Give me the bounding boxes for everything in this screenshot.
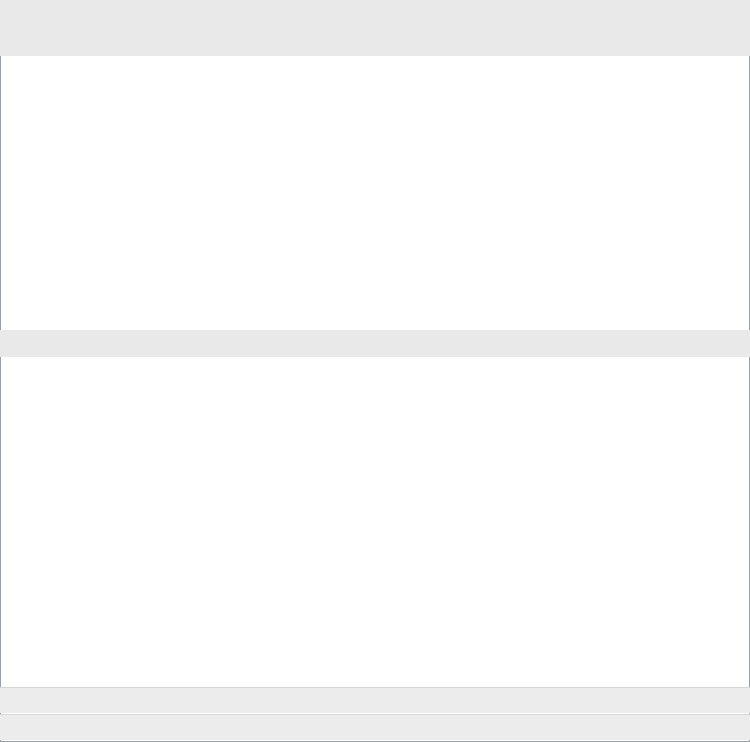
footer-test-time <box>0 714 750 740</box>
exit-section-title <box>0 330 750 357</box>
footer-summary <box>0 687 750 713</box>
entry-section-title <box>0 29 750 56</box>
window-title <box>0 0 750 29</box>
